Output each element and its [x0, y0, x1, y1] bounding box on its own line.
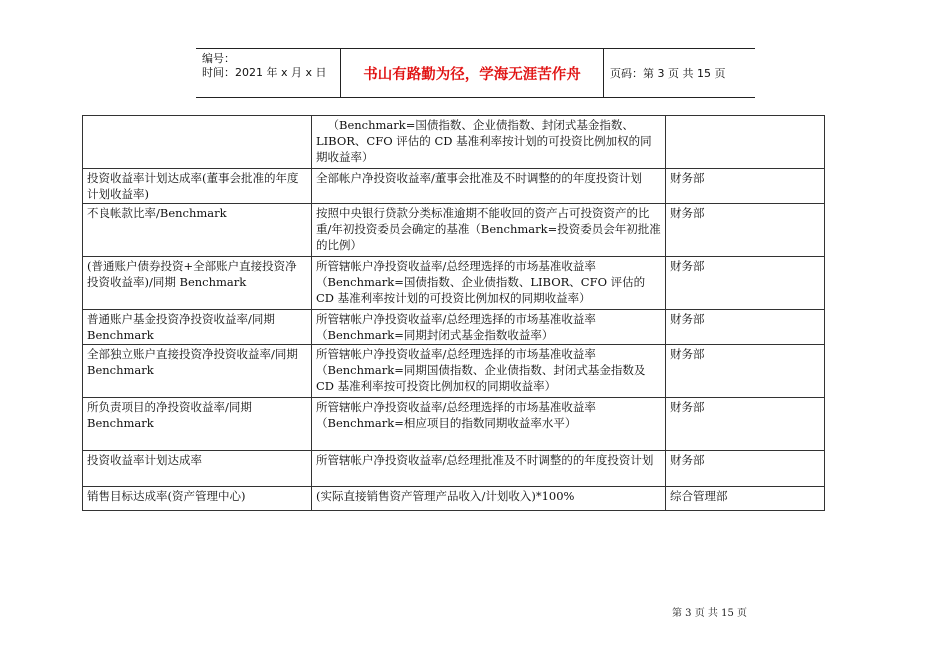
table-row	[83, 451, 825, 487]
definition-cell: （Benchmark=国债指数、企业债指数、封闭式基金指数、LIBOR、CFO 评估的 CD 基准利率按计划的可投资比例加权的同期收益率）	[312, 116, 666, 169]
department-cell	[666, 116, 825, 169]
indicator-cell: (普通账户债券投资+全部账户直接投资净投资收益率)/同期 Benchmark	[83, 257, 312, 310]
definition-cell: (实际直接销售资产管理产品收入/计划收入)*100%	[312, 487, 666, 511]
indicator-cell: 投资收益率计划达成率(董事会批准的年度计划收益率)	[83, 169, 312, 204]
indicator-cell	[83, 116, 312, 169]
definition-cell: 所管辖帐户净投资收益率/总经理选择的市场基准收益率（Benchmark=同期封闭式基金指数收益率）	[312, 310, 666, 345]
indicator-cell: 不良帐款比率/Benchmark	[83, 204, 312, 257]
header-time-label: 时间：2021 年 x 月 x 日	[202, 66, 327, 79]
definition-cell: 所管辖帐户净投资收益率/总经理选择的市场基准收益率（Benchmark=国债指数、企业债指数、LIBOR、CFO 评估的 CD 基准利率按计划的可投资比例加权的同期收益率）	[312, 257, 666, 310]
table-row	[83, 169, 825, 204]
definition-cell: 全部帐户净投资收益率/董事会批准及不时调整的的年度投资计划	[312, 169, 666, 204]
department-cell: 财务部	[666, 257, 825, 310]
department-cell: 财务部	[666, 345, 825, 398]
definition-cell: 按照中央银行贷款分类标准逾期不能收回的资产占可投资资产的比重/年初投资委员会确定的基准（Benchmark=投资委员会年初批准的比例）	[312, 204, 666, 257]
indicator-cell: 销售目标达成率(资产管理中心)	[83, 487, 312, 511]
table-row	[83, 116, 825, 169]
table-row	[83, 487, 825, 511]
header-meta	[196, 49, 341, 97]
department-cell: 财务部	[666, 204, 825, 257]
department-cell: 综合管理部	[666, 487, 825, 511]
table-row	[83, 345, 825, 398]
definition-cell: 所管辖帐户净投资收益率/总经理批准及不时调整的的年度投资计划	[312, 451, 666, 487]
table-row	[83, 204, 825, 257]
header-number-label: 编号：	[202, 52, 235, 65]
page-footer: 第 3 页 共 15 页	[672, 608, 747, 619]
department-cell: 财务部	[666, 398, 825, 451]
indicator-cell: 普通账户基金投资净投资收益率/同期 Benchmark	[83, 310, 312, 345]
department-cell: 财务部	[666, 169, 825, 204]
kpi-table	[82, 115, 825, 511]
department-cell: 财务部	[666, 451, 825, 487]
table-row	[83, 310, 825, 345]
department-cell: 财务部	[666, 310, 825, 345]
indicator-cell: 所负责项目的净投资收益率/同期 Benchmark	[83, 398, 312, 451]
table-row	[83, 398, 825, 451]
indicator-cell: 投资收益率计划达成率	[83, 451, 312, 487]
table-row	[83, 257, 825, 310]
header-page-info: 页码：第 3 页 共 15 页	[610, 67, 726, 80]
indicator-cell: 全部独立账户直接投资净投资收益率/同期 Benchmark	[83, 345, 312, 398]
page-header	[196, 48, 755, 98]
definition-cell: 所管辖帐户净投资收益率/总经理选择的市场基准收益率（Benchmark=同期国债指数、企业债指数、封闭式基金指数及 CD 基准利率按可投资比例加权的同期收益率）	[312, 345, 666, 398]
definition-cell: 所管辖帐户净投资收益率/总经理选择的市场基准收益率（Benchmark=相应项目的指数同期收益率水平）	[312, 398, 666, 451]
header-motto: 书山有路勤为径，学海无涯苦作舟	[341, 49, 604, 97]
